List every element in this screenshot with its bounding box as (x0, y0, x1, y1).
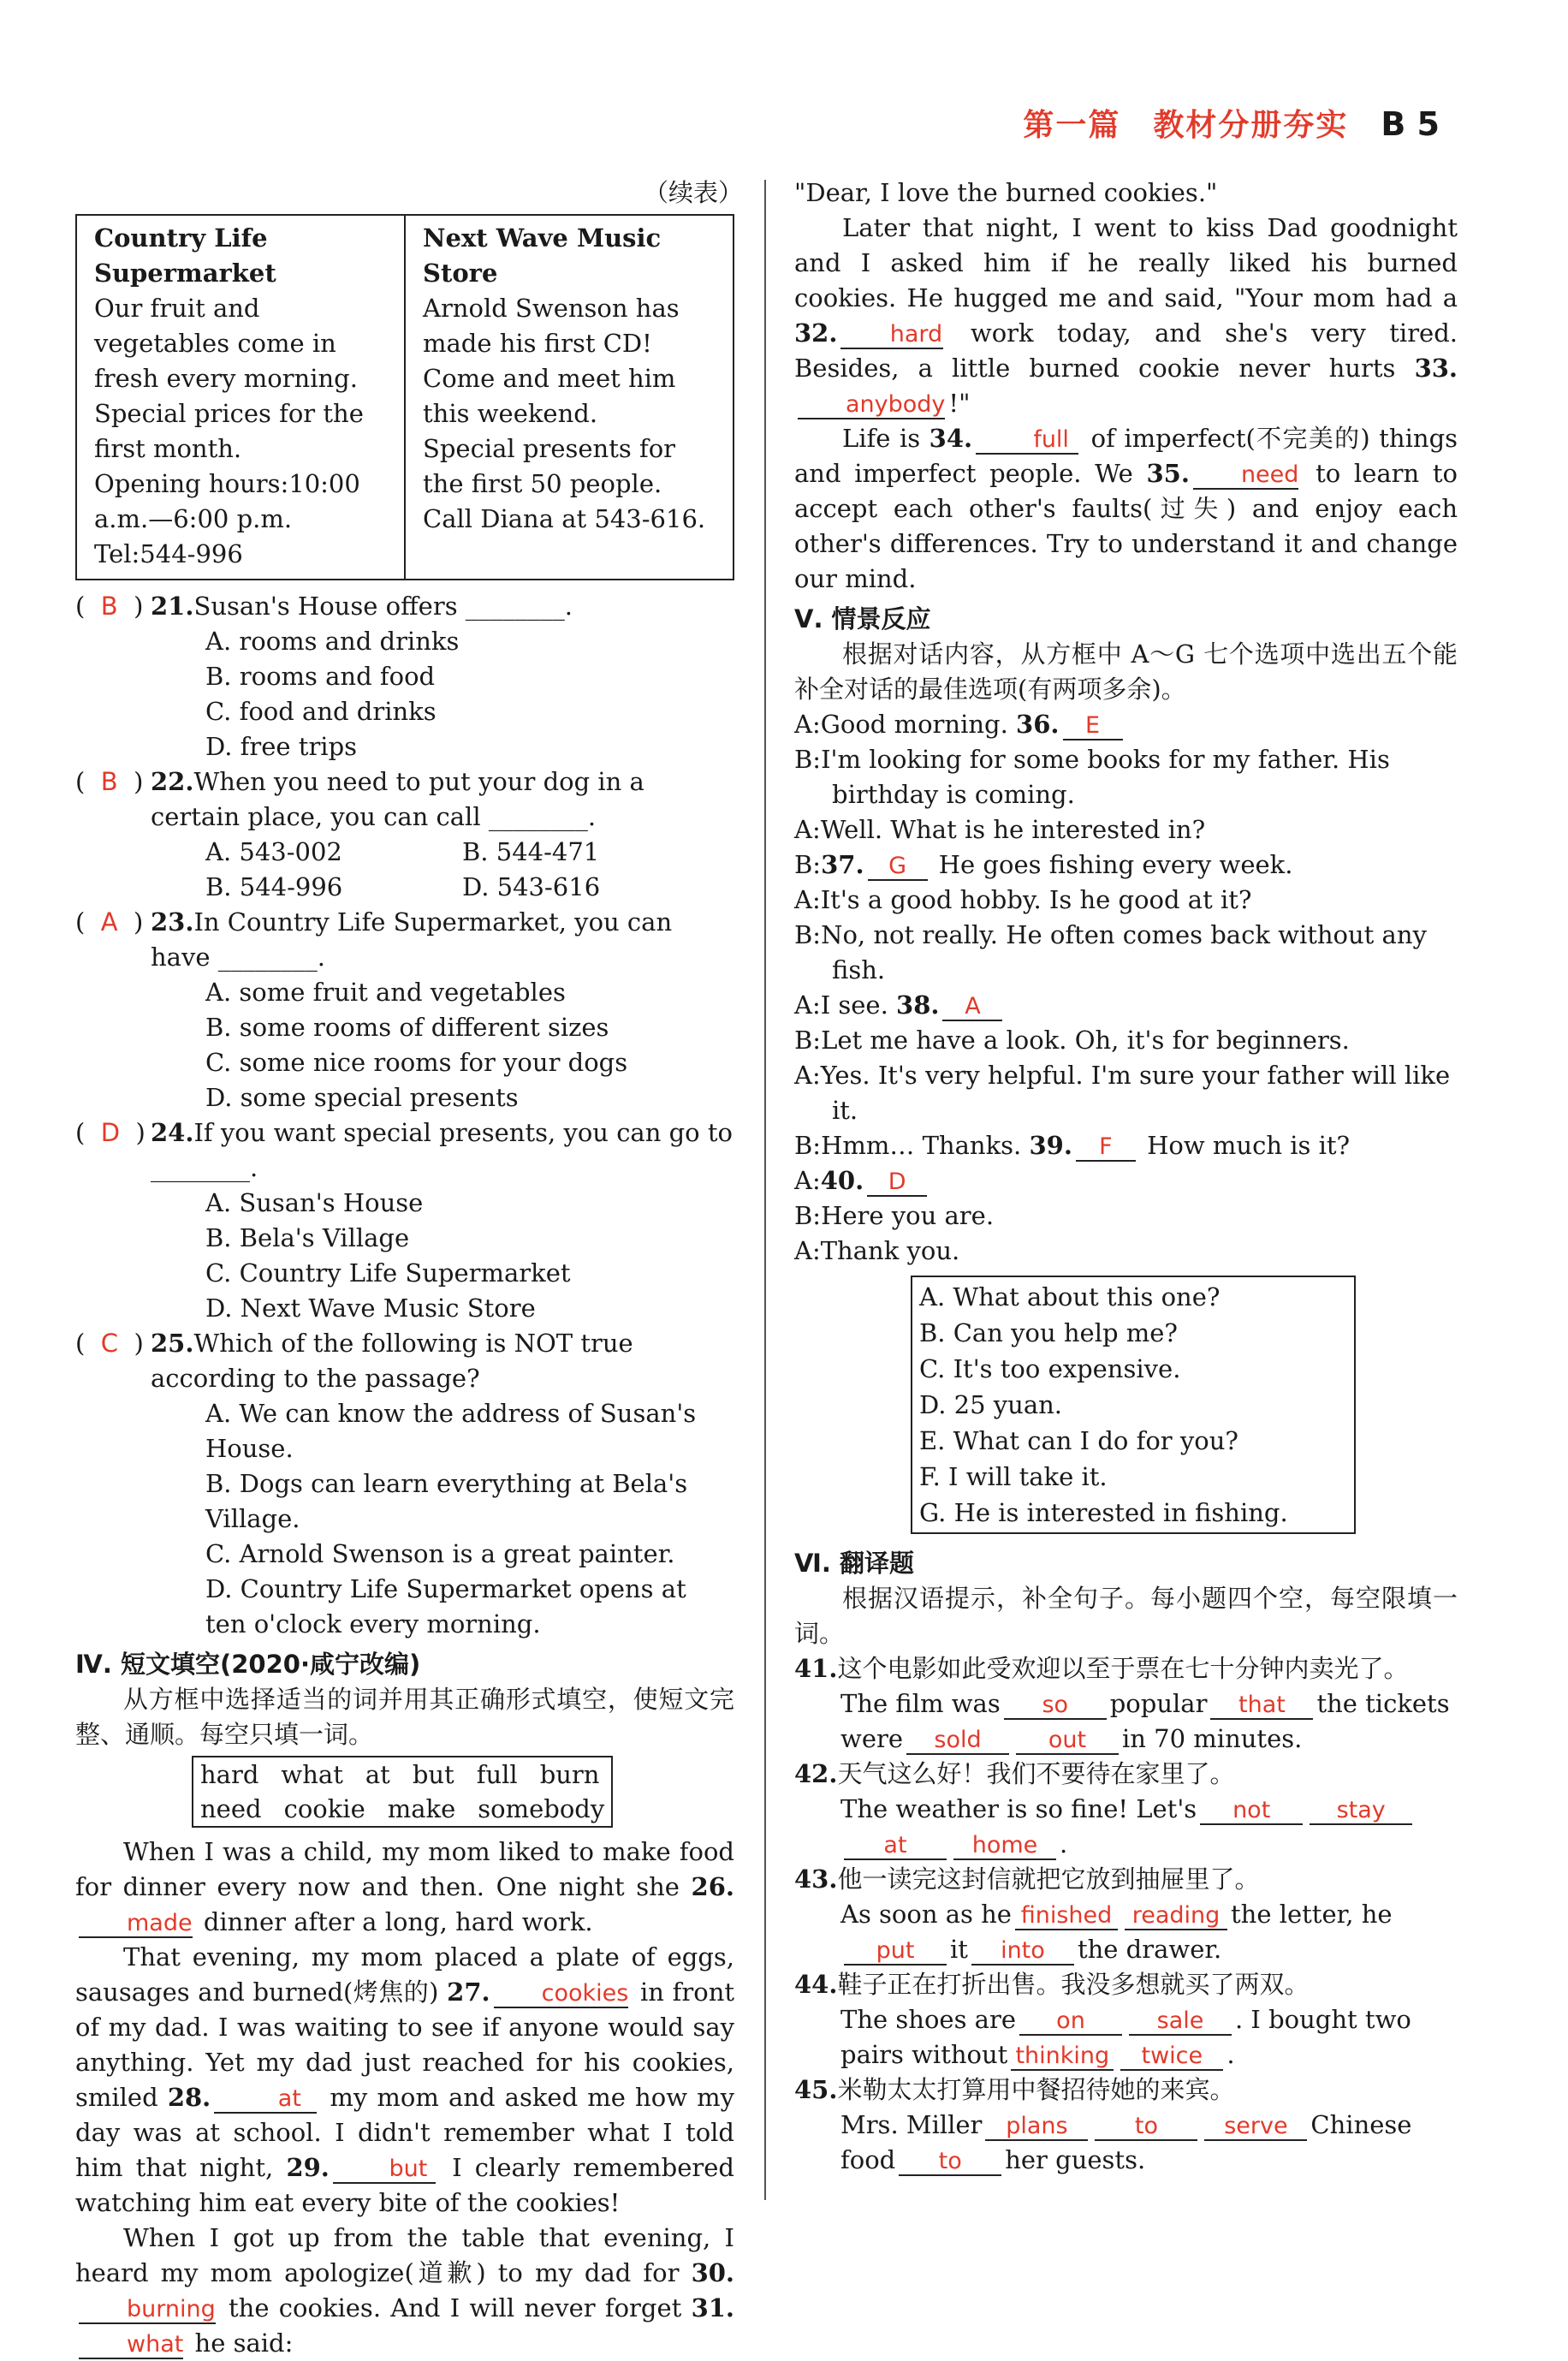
cell-line: Call Diana at 543-616. (423, 504, 706, 533)
answer-blank[interactable]: that (1210, 1692, 1313, 1720)
blank-number: 37. (821, 850, 864, 879)
answer-blank-29[interactable]: but (333, 2156, 436, 2184)
answer-blank-36[interactable]: E (1063, 713, 1123, 740)
cell-line: Tel:544-996 (94, 539, 243, 568)
translation-41 (794, 1651, 1458, 1686)
translation-sentence (794, 1897, 1458, 1967)
blank-number: 40. (820, 1166, 864, 1195)
sentence-text: Chinese food (840, 2110, 1412, 2174)
translation-sentence (794, 2002, 1458, 2073)
answer-blank-30[interactable]: burning (79, 2297, 216, 2324)
answer-blank[interactable]: stay (1310, 1798, 1412, 1825)
sentence-text: . I bought two pairs without (840, 2005, 1411, 2069)
dialogue-text: He goes fishing every week. (938, 850, 1293, 879)
section-title: 第一篇 教材分册夯实 (1023, 108, 1349, 143)
blank-number: 39. (1029, 1131, 1072, 1160)
question-number: 24. (151, 1118, 194, 1147)
translation-sentence (794, 1686, 1458, 1757)
cell-line: Special prices for the first month. (94, 399, 364, 463)
option: C. Arnold Swenson is a great painter. (205, 1539, 675, 1568)
blank-number: 35. (1146, 459, 1190, 488)
option: C. It's too expensive. (919, 1354, 1181, 1383)
cell-line: Opening hours:10:00 a.m.—6:00 p.m. (94, 469, 360, 533)
blank-number: 29. (286, 2153, 330, 2182)
answer-blank-38[interactable]: A (942, 994, 1002, 1021)
answer-blank-33[interactable]: anybody (798, 392, 945, 419)
table-cell-music-store (404, 216, 733, 579)
answer-blank[interactable]: finished (1015, 1903, 1118, 1930)
option: D. some special presents (205, 1083, 519, 1112)
question-text: If you want special presents, you can go to ________. (151, 1118, 733, 1182)
answer-blank-39[interactable]: F (1076, 1134, 1136, 1162)
passage-text: the cookies. And I will never forget (229, 2293, 682, 2322)
section-heading: Ⅳ. 短文填空(2020·咸宁改编) (75, 1650, 421, 1679)
option: D. Next Wave Music Store (205, 1293, 536, 1323)
chinese-prompt: 这个电影如此受欢迎以至于票在七十分钟内卖光了。 (837, 1654, 1409, 1683)
question-number: 22. (151, 767, 194, 796)
chinese-prompt: 米勒太太打算用中餐招待她的来宾。 (837, 2075, 1235, 2104)
question-number: 42. (794, 1759, 838, 1788)
question-21: ( B ) 21.Susan's House offers ________. (75, 592, 573, 621)
answer: D (100, 1118, 121, 1147)
dialogue-line: A:Thank you. (794, 1236, 960, 1265)
question-number: 43. (794, 1864, 838, 1894)
word: make (387, 1794, 456, 1823)
option: A. What about this one? (919, 1282, 1221, 1311)
question-text: When you need to put your dog in a certain place, you can call ________. (151, 767, 644, 831)
right-column (794, 175, 1458, 2178)
dialogue-text: B: (794, 850, 822, 879)
passage-paragraph (75, 1940, 734, 2221)
question-number: 21. (151, 592, 194, 621)
cell-title: Next Wave Music Store (423, 223, 662, 288)
section-heading: Ⅴ. 情景反应 (794, 604, 931, 633)
section-instructions: 从方框中选择适当的词并用其正确形式填空，使短文完整、通顺。每空只填一词。 (75, 1685, 734, 1749)
passage-text: When I got up from the table that evening, I heard my mom apologize(道歉) to my dad for (75, 2223, 734, 2287)
word: but (412, 1760, 454, 1789)
section-instructions: 根据对话内容，从方框中 A～G 七个选项中选出五个能补全对话的最佳选项(有两项多余)。 (794, 639, 1458, 704)
passage-paragraph (75, 1835, 734, 1940)
answer-blank-28[interactable]: at (214, 2086, 317, 2114)
option: C. Country Life Supermarket (205, 1258, 571, 1288)
answer: B (100, 767, 118, 796)
sentence-text: . (1226, 2040, 1235, 2069)
answer-blank[interactable]: so (1004, 1692, 1107, 1720)
blank-number: 31. (691, 2293, 735, 2322)
chinese-prompt: 天气这么好！我们不要待在家里了。 (837, 1759, 1235, 1788)
question-number: 23. (151, 907, 194, 937)
column-divider (764, 180, 766, 2200)
sentence-text: her guests. (1005, 2145, 1146, 2174)
word: full (476, 1760, 518, 1789)
cell-line: Arnold Swenson has made his first CD! (423, 294, 680, 358)
option: B. some rooms of different sizes (205, 1013, 609, 1042)
question-25: ( C ) 25.Which of the following is NOT true according to the passage? (75, 1329, 633, 1393)
passage-text: "Dear, I love the burned cookies." (794, 178, 1218, 207)
blank-number: 26. (691, 1872, 734, 1901)
option: C. some nice rooms for your dogs (205, 1048, 628, 1077)
word-row (200, 1792, 604, 1826)
option: B. Bela's Village (205, 1223, 410, 1252)
blank-number: 32. (794, 318, 838, 348)
cell-line: Come and meet him this weekend. (423, 364, 676, 428)
word: hard (200, 1760, 259, 1789)
dialogue-line: B:Let me have a look. Oh, it's for beginners. (794, 1026, 1350, 1055)
answer: B (100, 592, 118, 621)
sentence-text: Mrs. Miller (840, 2110, 983, 2139)
dialogue-line: B:No, not really. He often comes back without any fish. (794, 920, 1427, 984)
question-text: Which of the following is NOT true according to the passage? (151, 1329, 633, 1393)
passage-text: he said: (194, 2328, 294, 2358)
answer-blank-35[interactable]: need (1193, 462, 1298, 490)
answer-blank[interactable]: sold (906, 1728, 1009, 1755)
translation-45 (794, 2073, 1458, 2108)
option: D. free trips (205, 732, 358, 761)
sentence-text: in 70 minutes. (1122, 1724, 1303, 1753)
page-header (1023, 101, 1440, 145)
option: F. I will take it. (919, 1462, 1108, 1491)
option: B. Dogs can learn everything at Bela's Village. (205, 1469, 688, 1533)
dialogue-text: A:I see. (794, 990, 888, 1020)
option: A. Susan's House (205, 1188, 424, 1217)
blank-number: 34. (929, 424, 973, 453)
answer: A (100, 907, 118, 937)
translation-sentence (794, 2108, 1458, 2178)
option: B. 544-471 (462, 837, 600, 866)
option: B. 544-996 (205, 872, 343, 901)
option: A. rooms and drinks (205, 627, 460, 656)
answer-blank-40[interactable]: D (867, 1169, 927, 1197)
answer-blank[interactable]: home (953, 1833, 1056, 1860)
answer-blank[interactable]: put (844, 1938, 947, 1966)
dialogue-line (794, 707, 1458, 742)
blank-number: 27. (447, 1977, 490, 2007)
translation-sentence (794, 1792, 1458, 1862)
cell-title: Country Life Supermarket (94, 223, 276, 288)
sentence-text: the letter, he (1230, 1900, 1393, 1929)
dialogue-line: A:Yes. It's very helpful. I'm sure your father will like it. (794, 1061, 1451, 1125)
answer-blank[interactable]: serve (1204, 2114, 1307, 2141)
question-text: Susan's House offers ________. (193, 592, 573, 621)
dialogue-text: B:Hmm… Thanks. (794, 1131, 1022, 1160)
section-heading: Ⅵ. 翻译题 (794, 1549, 914, 1578)
answer: C (100, 1329, 119, 1358)
passage-paragraph (794, 211, 1458, 421)
answer-blank-27[interactable]: cookies (494, 1981, 629, 2008)
passage-text: of imperfect(不完美的) things and imperfect people. We (794, 424, 1458, 488)
translation-42 (794, 1757, 1458, 1792)
answer-blank[interactable]: out (1016, 1728, 1119, 1755)
question-text: In Country Life Supermarket, you can have ________. (151, 907, 673, 972)
question-22: ( B ) 22.When you need to put your dog in a certain place, you can call ________. (75, 767, 644, 831)
option: D. 25 yuan. (919, 1390, 1063, 1419)
passage-text: dinner after a long, hard work. (203, 1907, 593, 1936)
sentence-text: As soon as he (840, 1900, 1012, 1929)
answer-blank-31[interactable]: what (79, 2332, 183, 2359)
sentence-text: the drawer. (1077, 1935, 1222, 1964)
answer-blank-34[interactable]: full (976, 427, 1078, 455)
sentence-text: The shoes are (840, 2005, 1016, 2034)
answer-blank[interactable]: plans (985, 2114, 1088, 2141)
passage-text: When I was a child, my mom liked to make food for dinner every now and then. One night she (75, 1837, 734, 1901)
passage-text: I clearly remembered watching him eat every bite of the cookies! (75, 2153, 735, 2217)
dialogue-text: A:Good morning. (794, 710, 1008, 739)
answer-blank[interactable]: on (1019, 2008, 1122, 2036)
dialogue-line (794, 847, 1458, 883)
option: D. 543-616 (462, 872, 601, 901)
option: G. He is interested in fishing. (919, 1498, 1288, 1527)
sentence-text: popular (1109, 1689, 1208, 1718)
sentence-text: . (1060, 1829, 1068, 1858)
table-cell-supermarket (77, 216, 404, 579)
translation-44 (794, 1967, 1458, 2002)
word: burn (539, 1760, 600, 1789)
option-row (75, 870, 734, 905)
word: cookie (283, 1794, 365, 1823)
blank-number: 36. (1016, 710, 1060, 739)
question-24: ( D ) 24.If you want special presents, you can go to ________. (75, 1118, 733, 1182)
answer-blank-37[interactable]: G (868, 853, 928, 881)
option-row (75, 835, 734, 870)
option: C. food and drinks (205, 697, 437, 726)
option: B. Can you help me? (919, 1318, 1178, 1347)
sentence-text: The weather is so fine! Let's (840, 1794, 1197, 1823)
sentence-text: The film was (840, 1689, 1001, 1718)
passage-text: !" (948, 389, 971, 418)
question-number: 25. (151, 1329, 194, 1358)
option: E. What can I do for you? (919, 1426, 1238, 1455)
dialogue-line (794, 1128, 1458, 1163)
option: A. We can know the address of Susan's House. (205, 1399, 697, 1463)
blank-number: 38. (896, 990, 940, 1020)
answer-blank[interactable]: to (1095, 2114, 1197, 2141)
options-box (911, 1276, 1356, 1534)
option: D. Country Life Supermarket opens at ten o'clock every morning. (205, 1574, 686, 1638)
word: at (365, 1760, 390, 1789)
blank-number: 28. (167, 2083, 211, 2112)
passage-text: my mom and asked me how my day was at school. I didn't remember what I told him that night, (75, 2083, 735, 2182)
answer-blank-32[interactable]: hard (840, 322, 943, 349)
dialogue-line: A:It's a good hobby. Is he good at it? (794, 885, 1252, 914)
passage-text: to learn to accept each other's faults(过失) and enjoy each other's differences. Try to understand it and change our mind. (794, 459, 1458, 593)
ad-table (75, 214, 734, 580)
word-box (192, 1756, 613, 1828)
sentence-text: the tickets were (840, 1689, 1450, 1753)
answer-blank[interactable]: not (1200, 1798, 1303, 1825)
cell-line: Special presents for the first 50 people. (423, 434, 676, 498)
dialogue-line: B:Here you are. (794, 1201, 995, 1230)
answer-blank[interactable]: thinking (1011, 2043, 1114, 2071)
answer-blank[interactable]: at (844, 1833, 947, 1860)
dialogue-text: How much is it? (1147, 1131, 1351, 1160)
answer-blank[interactable]: reading (1125, 1903, 1227, 1930)
left-column (75, 175, 743, 2361)
answer-blank[interactable]: sale (1129, 2008, 1232, 2036)
passage-paragraph (75, 2221, 734, 2361)
answer-blank-26[interactable]: made (79, 1911, 193, 1938)
chinese-prompt: 他一读完这封信就把它放到抽屉里了。 (837, 1864, 1260, 1894)
continued-label: （续表） (643, 178, 743, 207)
blank-number: 33. (1414, 354, 1458, 383)
passage-text: That evening, my mom placed a plate of eggs, sausages and burned(烤焦的) (75, 1942, 734, 2007)
question-23: ( A ) 23.In Country Life Supermarket, you can have ________. (75, 907, 673, 972)
option: A. some fruit and vegetables (205, 978, 566, 1007)
option: A. 543-002 (205, 837, 342, 866)
answer-blank[interactable]: twice (1120, 2043, 1223, 2071)
word: what (281, 1760, 343, 1789)
passage-text: in front of my dad. I was waiting to see if anyone would say anything. Yet my dad just reached for his cookies, smiled (75, 1977, 735, 2112)
answer-blank[interactable]: to (899, 2149, 1001, 2176)
dialogue-line: A:Well. What is he interested in? (794, 815, 1206, 844)
question-number: 44. (794, 1970, 838, 1999)
word: somebody (478, 1794, 605, 1823)
question-number: 45. (794, 2075, 838, 2104)
passage-text: Later that night, I went to kiss Dad goodnight and I asked him if he really liked his burned cookies. He hugged me and said, "Your mom had a (794, 213, 1458, 312)
answer-blank[interactable]: into (971, 1938, 1074, 1966)
option: B. rooms and food (205, 662, 436, 691)
passage-paragraph (794, 421, 1458, 597)
page-number: B 5 (1381, 105, 1440, 143)
question-number: 41. (794, 1654, 838, 1683)
passage-text: work today, and she's very tired. Besides, a little burned cookie never hurts (794, 318, 1458, 383)
word: need (200, 1794, 262, 1823)
word-row (200, 1757, 604, 1792)
chinese-prompt: 鞋子正在打折出售。我没多想就买了两双。 (837, 1970, 1310, 1999)
translation-43 (794, 1862, 1458, 1897)
cell-line: Our fruit and vegetables come in fresh every morning. (94, 294, 358, 393)
dialogue-line (794, 988, 1458, 1023)
dialogue-text: A: (794, 1166, 821, 1195)
dialogue-line: B:I'm looking for some books for my father. His birthday is coming. (794, 745, 1390, 809)
sentence-text: it (950, 1935, 968, 1964)
dialogue-line (794, 1163, 1458, 1198)
section-instructions: 根据汉语提示，补全句子。每小题四个空，每空限填一词。 (794, 1584, 1458, 1648)
passage-text: Life is (842, 424, 921, 453)
blank-number: 30. (691, 2258, 735, 2287)
